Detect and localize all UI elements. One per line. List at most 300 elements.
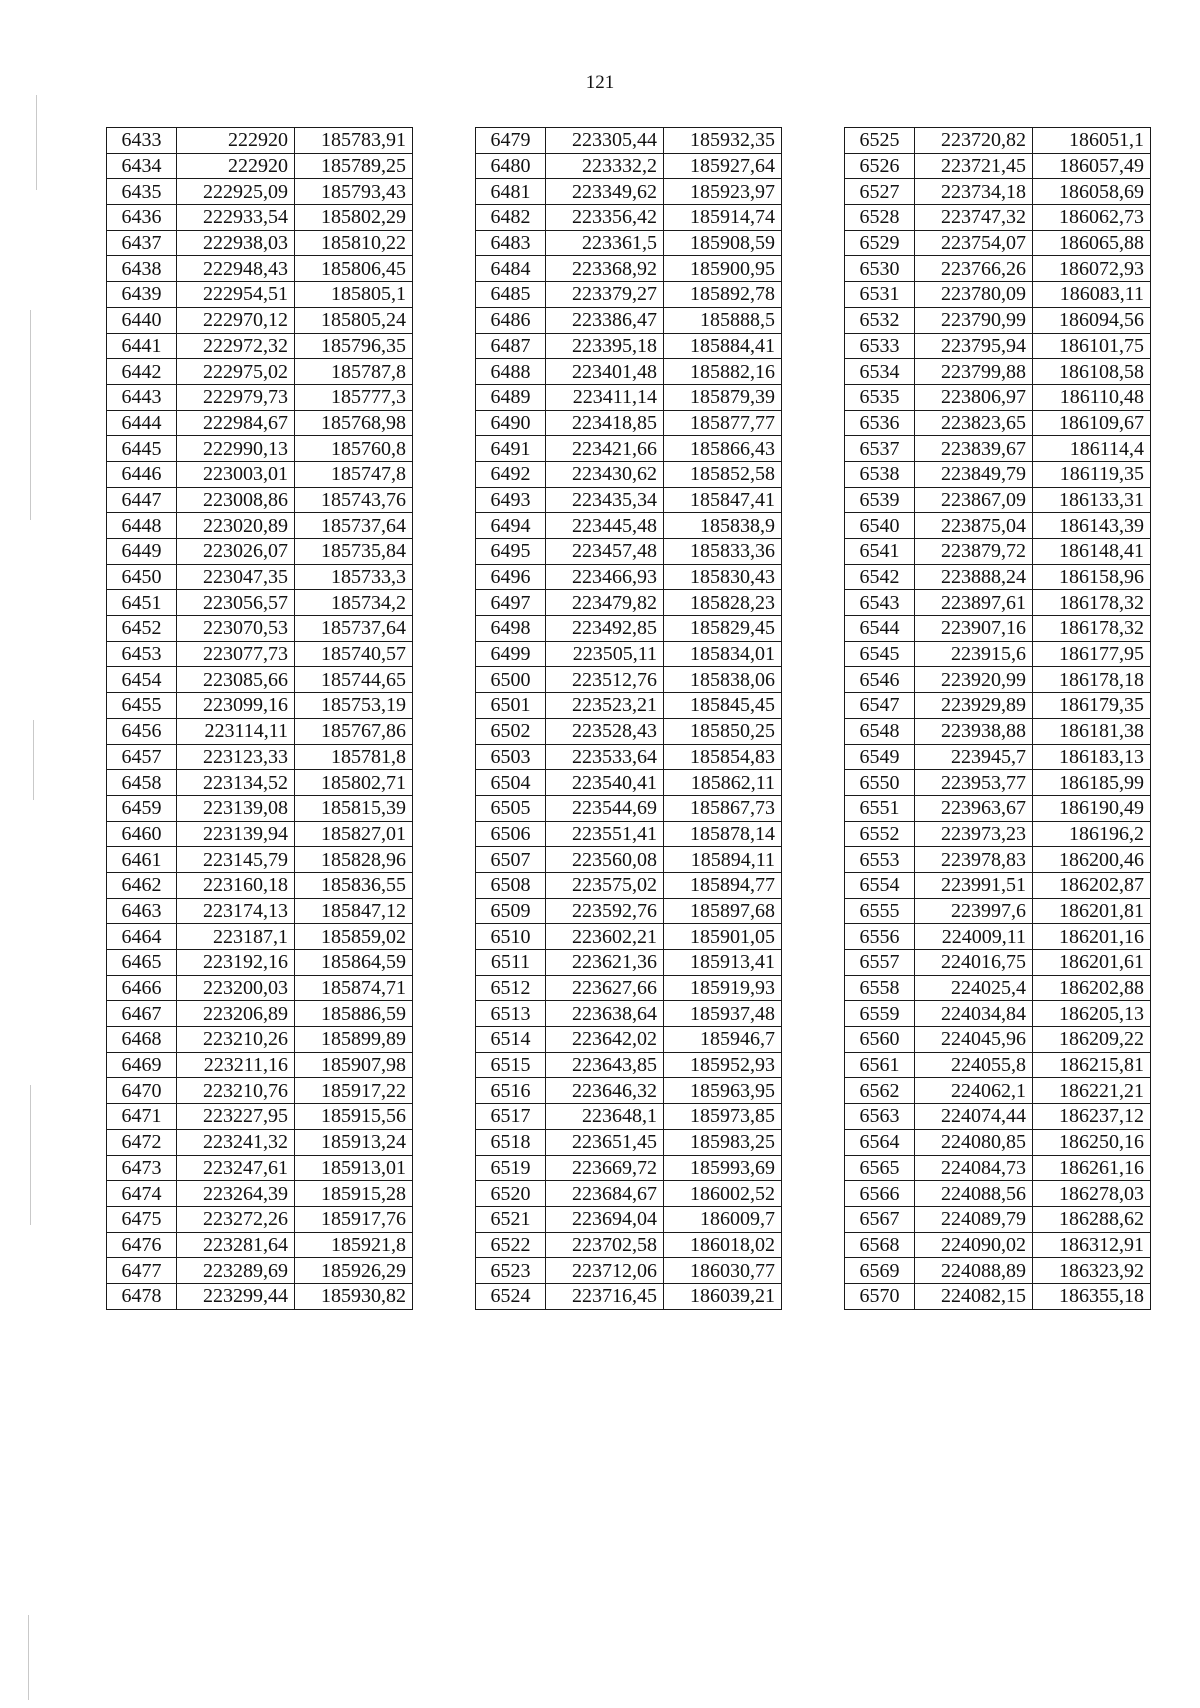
point-number-cell: 6453	[107, 641, 177, 667]
table-row	[845, 256, 1151, 282]
x-coordinate-cell: 222984,67	[177, 410, 295, 436]
table-row	[845, 795, 1151, 821]
y-coordinate-cell: 186181,38	[1033, 718, 1151, 744]
page-number: 121	[585, 72, 615, 93]
table-row	[476, 153, 782, 179]
y-coordinate-cell: 185894,77	[664, 872, 782, 898]
y-coordinate-cell: 185847,41	[664, 487, 782, 513]
point-number-cell: 6492	[476, 461, 546, 487]
point-number-cell: 6461	[107, 847, 177, 873]
table-row	[476, 179, 782, 205]
table-row	[107, 924, 413, 950]
point-number-cell: 6567	[845, 1206, 915, 1232]
table-row	[476, 667, 782, 693]
x-coordinate-cell: 222925,09	[177, 179, 295, 205]
table-row	[476, 282, 782, 308]
point-number-cell: 6565	[845, 1155, 915, 1181]
table-row	[107, 950, 413, 976]
x-coordinate-cell: 223505,11	[546, 641, 664, 667]
table-row	[845, 307, 1151, 333]
point-number-cell: 6479	[476, 128, 546, 154]
y-coordinate-cell: 185827,01	[295, 821, 413, 847]
y-coordinate-cell: 185867,73	[664, 795, 782, 821]
table-row	[107, 564, 413, 590]
table-row	[476, 821, 782, 847]
scan-artifact-line	[30, 310, 31, 520]
coordinates-table	[106, 127, 413, 1310]
x-coordinate-cell: 223134,52	[177, 770, 295, 796]
point-number-cell: 6490	[476, 410, 546, 436]
y-coordinate-cell: 186058,69	[1033, 179, 1151, 205]
y-coordinate-cell: 185852,58	[664, 461, 782, 487]
y-coordinate-cell: 185913,24	[295, 1129, 413, 1155]
x-coordinate-cell: 223747,32	[915, 205, 1033, 231]
table-row	[476, 898, 782, 924]
x-coordinate-cell: 222972,32	[177, 333, 295, 359]
y-coordinate-cell: 186002,52	[664, 1181, 782, 1207]
point-number-cell: 6553	[845, 847, 915, 873]
y-coordinate-cell: 186205,13	[1033, 1001, 1151, 1027]
table-row	[107, 821, 413, 847]
x-coordinate-cell: 223849,79	[915, 461, 1033, 487]
point-number-cell: 6519	[476, 1155, 546, 1181]
y-coordinate-cell: 186119,35	[1033, 461, 1151, 487]
y-coordinate-cell: 185836,55	[295, 872, 413, 898]
x-coordinate-cell: 222933,54	[177, 205, 295, 231]
y-coordinate-cell: 185879,39	[664, 384, 782, 410]
y-coordinate-cell: 186185,99	[1033, 770, 1151, 796]
table-row	[476, 1258, 782, 1284]
point-number-cell: 6497	[476, 590, 546, 616]
point-number-cell: 6570	[845, 1283, 915, 1309]
point-number-cell: 6460	[107, 821, 177, 847]
y-coordinate-cell: 185747,8	[295, 461, 413, 487]
y-coordinate-cell: 185802,71	[295, 770, 413, 796]
table-row	[845, 1129, 1151, 1155]
table-row	[476, 616, 782, 642]
y-coordinate-cell: 186178,32	[1033, 590, 1151, 616]
x-coordinate-cell: 223457,48	[546, 539, 664, 565]
x-coordinate-cell: 224062,1	[915, 1078, 1033, 1104]
x-coordinate-cell: 222948,43	[177, 256, 295, 282]
x-coordinate-cell: 223395,18	[546, 333, 664, 359]
table-row	[476, 693, 782, 719]
point-number-cell: 6523	[476, 1258, 546, 1284]
x-coordinate-cell: 223533,64	[546, 744, 664, 770]
y-coordinate-cell: 186143,39	[1033, 513, 1151, 539]
x-coordinate-cell: 223139,08	[177, 795, 295, 821]
point-number-cell: 6517	[476, 1104, 546, 1130]
table-row	[107, 205, 413, 231]
table-row	[107, 333, 413, 359]
x-coordinate-cell: 222920	[177, 128, 295, 154]
point-number-cell: 6547	[845, 693, 915, 719]
x-coordinate-cell: 223421,66	[546, 436, 664, 462]
table-row	[845, 359, 1151, 385]
point-number-cell: 6543	[845, 590, 915, 616]
table-row	[107, 641, 413, 667]
point-number-cell: 6471	[107, 1104, 177, 1130]
x-coordinate-cell: 223077,73	[177, 641, 295, 667]
x-coordinate-cell: 224090,02	[915, 1232, 1033, 1258]
point-number-cell: 6508	[476, 872, 546, 898]
point-number-cell: 6437	[107, 230, 177, 256]
table-row	[107, 179, 413, 205]
point-number-cell: 6533	[845, 333, 915, 359]
y-coordinate-cell: 186221,21	[1033, 1078, 1151, 1104]
y-coordinate-cell: 185894,11	[664, 847, 782, 873]
x-coordinate-cell: 223145,79	[177, 847, 295, 873]
point-number-cell: 6483	[476, 230, 546, 256]
y-coordinate-cell: 185888,5	[664, 307, 782, 333]
point-number-cell: 6446	[107, 461, 177, 487]
x-coordinate-cell: 223528,43	[546, 718, 664, 744]
y-coordinate-cell: 185767,86	[295, 718, 413, 744]
x-coordinate-cell: 223056,57	[177, 590, 295, 616]
table-row	[107, 1104, 413, 1130]
y-coordinate-cell: 186190,49	[1033, 795, 1151, 821]
y-coordinate-cell: 186202,87	[1033, 872, 1151, 898]
table-row	[845, 616, 1151, 642]
point-number-cell: 6536	[845, 410, 915, 436]
point-number-cell: 6544	[845, 616, 915, 642]
table-row	[845, 539, 1151, 565]
y-coordinate-cell: 185963,95	[664, 1078, 782, 1104]
x-coordinate-cell: 223123,33	[177, 744, 295, 770]
y-coordinate-cell: 185921,8	[295, 1232, 413, 1258]
point-number-cell: 6502	[476, 718, 546, 744]
y-coordinate-cell: 185926,29	[295, 1258, 413, 1284]
x-coordinate-cell: 223210,26	[177, 1027, 295, 1053]
point-number-cell: 6507	[476, 847, 546, 873]
point-number-cell: 6563	[845, 1104, 915, 1130]
point-number-cell: 6534	[845, 359, 915, 385]
point-number-cell: 6538	[845, 461, 915, 487]
y-coordinate-cell: 186065,88	[1033, 230, 1151, 256]
x-coordinate-cell: 222979,73	[177, 384, 295, 410]
table-row	[845, 1206, 1151, 1232]
x-coordinate-cell: 223466,93	[546, 564, 664, 590]
point-number-cell: 6443	[107, 384, 177, 410]
table-row	[845, 1181, 1151, 1207]
table-row	[107, 1052, 413, 1078]
point-number-cell: 6556	[845, 924, 915, 950]
point-number-cell: 6440	[107, 307, 177, 333]
x-coordinate-cell: 223085,66	[177, 667, 295, 693]
x-coordinate-cell: 223978,83	[915, 847, 1033, 873]
table-row	[107, 898, 413, 924]
y-coordinate-cell: 186133,31	[1033, 487, 1151, 513]
point-number-cell: 6466	[107, 975, 177, 1001]
table-row	[476, 924, 782, 950]
table-row	[845, 1104, 1151, 1130]
y-coordinate-cell: 185828,96	[295, 847, 413, 873]
y-coordinate-cell: 185917,22	[295, 1078, 413, 1104]
x-coordinate-cell: 224025,4	[915, 975, 1033, 1001]
point-number-cell: 6458	[107, 770, 177, 796]
x-coordinate-cell: 223799,88	[915, 359, 1033, 385]
point-number-cell: 6473	[107, 1155, 177, 1181]
point-number-cell: 6496	[476, 564, 546, 590]
table-row	[845, 898, 1151, 924]
table-row	[107, 1283, 413, 1309]
x-coordinate-cell: 224084,73	[915, 1155, 1033, 1181]
table-row	[107, 359, 413, 385]
point-number-cell: 6441	[107, 333, 177, 359]
y-coordinate-cell: 185789,25	[295, 153, 413, 179]
y-coordinate-cell: 186039,21	[664, 1283, 782, 1309]
y-coordinate-cell: 186110,48	[1033, 384, 1151, 410]
y-coordinate-cell: 185760,8	[295, 436, 413, 462]
table-row	[845, 436, 1151, 462]
point-number-cell: 6515	[476, 1052, 546, 1078]
point-number-cell: 6529	[845, 230, 915, 256]
y-coordinate-cell: 185802,29	[295, 205, 413, 231]
point-number-cell: 6566	[845, 1181, 915, 1207]
coordinates-table	[475, 127, 782, 1310]
x-coordinate-cell: 223430,62	[546, 461, 664, 487]
point-number-cell: 6472	[107, 1129, 177, 1155]
table-row	[107, 282, 413, 308]
point-number-cell: 6568	[845, 1232, 915, 1258]
x-coordinate-cell: 223247,61	[177, 1155, 295, 1181]
y-coordinate-cell: 186114,4	[1033, 436, 1151, 462]
y-coordinate-cell: 186083,11	[1033, 282, 1151, 308]
y-coordinate-cell: 185877,77	[664, 410, 782, 436]
point-number-cell: 6545	[845, 641, 915, 667]
point-number-cell: 6509	[476, 898, 546, 924]
point-number-cell: 6438	[107, 256, 177, 282]
y-coordinate-cell: 186178,32	[1033, 616, 1151, 642]
y-coordinate-cell: 185914,74	[664, 205, 782, 231]
table-row	[476, 590, 782, 616]
x-coordinate-cell: 223795,94	[915, 333, 1033, 359]
point-number-cell: 6462	[107, 872, 177, 898]
x-coordinate-cell: 223174,13	[177, 898, 295, 924]
table-row	[845, 924, 1151, 950]
table-row	[845, 1283, 1151, 1309]
y-coordinate-cell: 185740,57	[295, 641, 413, 667]
table-row	[107, 307, 413, 333]
point-number-cell: 6546	[845, 667, 915, 693]
y-coordinate-cell: 185733,3	[295, 564, 413, 590]
x-coordinate-cell: 223210,76	[177, 1078, 295, 1104]
table-row	[107, 693, 413, 719]
table-row	[107, 1078, 413, 1104]
table-row	[107, 718, 413, 744]
y-coordinate-cell: 186030,77	[664, 1258, 782, 1284]
table-row	[845, 770, 1151, 796]
table-row	[476, 436, 782, 462]
table-row	[107, 1129, 413, 1155]
table-row	[476, 564, 782, 590]
y-coordinate-cell: 186201,61	[1033, 950, 1151, 976]
table-row	[476, 1181, 782, 1207]
table-row	[845, 1232, 1151, 1258]
y-coordinate-cell: 186237,12	[1033, 1104, 1151, 1130]
y-coordinate-cell: 185838,06	[664, 667, 782, 693]
x-coordinate-cell: 223754,07	[915, 230, 1033, 256]
x-coordinate-cell: 223411,14	[546, 384, 664, 410]
x-coordinate-cell: 223915,6	[915, 641, 1033, 667]
y-coordinate-cell: 185866,43	[664, 436, 782, 462]
x-coordinate-cell: 223523,21	[546, 693, 664, 719]
point-number-cell: 6518	[476, 1129, 546, 1155]
point-number-cell: 6552	[845, 821, 915, 847]
point-number-cell: 6559	[845, 1001, 915, 1027]
x-coordinate-cell: 224045,96	[915, 1027, 1033, 1053]
table-row	[845, 718, 1151, 744]
point-number-cell: 6493	[476, 487, 546, 513]
x-coordinate-cell: 223551,41	[546, 821, 664, 847]
y-coordinate-cell: 186158,96	[1033, 564, 1151, 590]
point-number-cell: 6514	[476, 1027, 546, 1053]
y-coordinate-cell: 185884,41	[664, 333, 782, 359]
y-coordinate-cell: 185781,8	[295, 744, 413, 770]
x-coordinate-cell: 223200,03	[177, 975, 295, 1001]
y-coordinate-cell: 185937,48	[664, 1001, 782, 1027]
x-coordinate-cell: 223929,89	[915, 693, 1033, 719]
table-row	[476, 872, 782, 898]
y-coordinate-cell: 185743,76	[295, 487, 413, 513]
x-coordinate-cell: 223897,61	[915, 590, 1033, 616]
y-coordinate-cell: 186051,1	[1033, 128, 1151, 154]
x-coordinate-cell: 224034,84	[915, 1001, 1033, 1027]
x-coordinate-cell: 223241,32	[177, 1129, 295, 1155]
table-row	[476, 1027, 782, 1053]
point-number-cell: 6484	[476, 256, 546, 282]
table-row	[107, 795, 413, 821]
point-number-cell: 6452	[107, 616, 177, 642]
table-row	[476, 256, 782, 282]
y-coordinate-cell: 186278,03	[1033, 1181, 1151, 1207]
y-coordinate-cell: 186196,2	[1033, 821, 1151, 847]
table-row	[107, 513, 413, 539]
y-coordinate-cell: 186178,18	[1033, 667, 1151, 693]
y-coordinate-cell: 185907,98	[295, 1052, 413, 1078]
point-number-cell: 6467	[107, 1001, 177, 1027]
point-number-cell: 6451	[107, 590, 177, 616]
x-coordinate-cell: 223418,85	[546, 410, 664, 436]
table-row	[107, 1027, 413, 1053]
x-coordinate-cell: 223823,65	[915, 410, 1033, 436]
x-coordinate-cell: 223938,88	[915, 718, 1033, 744]
y-coordinate-cell: 185777,3	[295, 384, 413, 410]
x-coordinate-cell: 223867,09	[915, 487, 1033, 513]
table-row	[845, 821, 1151, 847]
table-row	[476, 950, 782, 976]
x-coordinate-cell: 222938,03	[177, 230, 295, 256]
x-coordinate-cell: 223973,23	[915, 821, 1033, 847]
scan-artifact-line	[36, 95, 37, 190]
x-coordinate-cell: 223945,7	[915, 744, 1033, 770]
table-row	[107, 770, 413, 796]
y-coordinate-cell: 185923,97	[664, 179, 782, 205]
y-coordinate-cell: 186072,93	[1033, 256, 1151, 282]
table-row	[107, 384, 413, 410]
x-coordinate-cell: 223621,36	[546, 950, 664, 976]
table-row	[107, 847, 413, 873]
table-row	[476, 461, 782, 487]
point-number-cell: 6537	[845, 436, 915, 462]
point-number-cell: 6449	[107, 539, 177, 565]
x-coordinate-cell: 223646,32	[546, 1078, 664, 1104]
x-coordinate-cell: 224082,15	[915, 1283, 1033, 1309]
y-coordinate-cell: 186177,95	[1033, 641, 1151, 667]
x-coordinate-cell: 223963,67	[915, 795, 1033, 821]
x-coordinate-cell: 224016,75	[915, 950, 1033, 976]
table-row	[845, 461, 1151, 487]
point-number-cell: 6557	[845, 950, 915, 976]
table-row	[845, 1155, 1151, 1181]
table-row	[476, 1206, 782, 1232]
table-row	[845, 513, 1151, 539]
point-number-cell: 6520	[476, 1181, 546, 1207]
point-number-cell: 6475	[107, 1206, 177, 1232]
point-number-cell: 6480	[476, 153, 546, 179]
table-row	[107, 128, 413, 154]
x-coordinate-cell: 223648,1	[546, 1104, 664, 1130]
y-coordinate-cell: 186209,22	[1033, 1027, 1151, 1053]
table-row	[476, 539, 782, 565]
x-coordinate-cell: 223070,53	[177, 616, 295, 642]
y-coordinate-cell: 185886,59	[295, 1001, 413, 1027]
y-coordinate-cell: 185927,64	[664, 153, 782, 179]
point-number-cell: 6524	[476, 1283, 546, 1309]
x-coordinate-cell: 223332,2	[546, 153, 664, 179]
table-row	[845, 1078, 1151, 1104]
x-coordinate-cell: 223702,58	[546, 1232, 664, 1258]
y-coordinate-cell: 185805,1	[295, 282, 413, 308]
table-row	[476, 359, 782, 385]
table-row	[107, 153, 413, 179]
y-coordinate-cell: 185734,2	[295, 590, 413, 616]
y-coordinate-cell: 186018,02	[664, 1232, 782, 1258]
table-row	[107, 744, 413, 770]
y-coordinate-cell: 186009,7	[664, 1206, 782, 1232]
table-row	[107, 461, 413, 487]
table-row	[476, 205, 782, 231]
y-coordinate-cell: 185946,7	[664, 1027, 782, 1053]
table-row	[107, 616, 413, 642]
point-number-cell: 6463	[107, 898, 177, 924]
y-coordinate-cell: 185815,39	[295, 795, 413, 821]
x-coordinate-cell: 223806,97	[915, 384, 1033, 410]
y-coordinate-cell: 186288,62	[1033, 1206, 1151, 1232]
x-coordinate-cell: 223349,62	[546, 179, 664, 205]
y-coordinate-cell: 186202,88	[1033, 975, 1151, 1001]
point-number-cell: 6540	[845, 513, 915, 539]
table-row	[476, 1078, 782, 1104]
x-coordinate-cell: 223766,26	[915, 256, 1033, 282]
x-coordinate-cell: 224088,56	[915, 1181, 1033, 1207]
y-coordinate-cell: 185932,35	[664, 128, 782, 154]
x-coordinate-cell: 223305,44	[546, 128, 664, 154]
table-row	[476, 230, 782, 256]
y-coordinate-cell: 185899,89	[295, 1027, 413, 1053]
y-coordinate-cell: 186355,18	[1033, 1283, 1151, 1309]
x-coordinate-cell: 223139,94	[177, 821, 295, 847]
point-number-cell: 6512	[476, 975, 546, 1001]
y-coordinate-cell: 185806,45	[295, 256, 413, 282]
x-coordinate-cell: 223187,1	[177, 924, 295, 950]
x-coordinate-cell: 223638,64	[546, 1001, 664, 1027]
point-number-cell: 6481	[476, 179, 546, 205]
y-coordinate-cell: 185917,76	[295, 1206, 413, 1232]
point-number-cell: 6526	[845, 153, 915, 179]
point-number-cell: 6495	[476, 539, 546, 565]
point-number-cell: 6494	[476, 513, 546, 539]
